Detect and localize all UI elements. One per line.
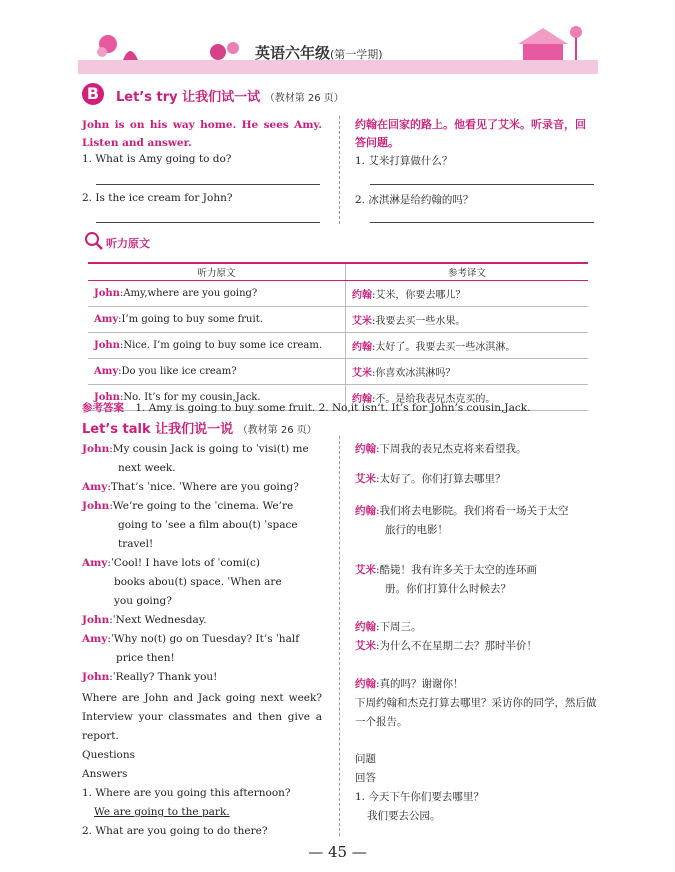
lets-try-title-cn: 让我们试一试 <box>182 90 261 105</box>
dialogue-speaker-cn: 约翰 <box>355 505 376 517</box>
header-title-text: 英语六年级 <box>255 44 331 62</box>
dialogue-speaker: Amy <box>82 481 108 493</box>
questions-label-en: Questions <box>82 749 136 761</box>
answer-line-2-cn <box>370 222 594 223</box>
dialogue-text-cn: :我们将去电影院。我们将看一场关于太空 <box>376 505 569 517</box>
lets-talk-title-en: Let’s talk <box>82 422 151 437</box>
dialogue-line <box>355 675 600 694</box>
example-q2-en: 2. What are you going to do there? <box>82 825 268 837</box>
table-row <box>88 307 588 333</box>
answer-line-1-cn <box>370 184 594 185</box>
page-header-title <box>255 42 383 63</box>
answer-line-1-en <box>96 184 320 185</box>
dialogue-text: :ˈCool! I have lots of ˈcomi(c) <box>107 557 261 569</box>
dialogue-speaker: John <box>82 614 110 626</box>
column-divider <box>339 116 340 224</box>
line-cn: :太好了。我要去买一些冰淇淋。 <box>372 342 516 353</box>
answers-label-cn: 回答 <box>355 772 376 784</box>
dialogue-text: :We’re going to the ˈcinema. We’re <box>109 500 294 512</box>
questions-label-cn: 问题 <box>355 753 376 765</box>
speaker-cn: 约翰 <box>352 290 372 301</box>
bunny-icon <box>123 51 138 60</box>
lets-talk-ref: （教材第 26 页） <box>237 425 317 436</box>
lets-try-instruction-cn: 约翰在回家的路上。他看见了艾米。听录音，回答问题。 <box>355 118 586 149</box>
dialogue-speaker: Amy <box>82 557 108 569</box>
speaker-cn: 约翰 <box>352 342 372 353</box>
dialogue-line <box>355 470 600 490</box>
dialogue-line <box>355 637 600 675</box>
speaker-en: Amy <box>94 314 119 325</box>
listening-table-header <box>88 263 588 281</box>
lets-try-q1-cn: 1. 艾米打算做什么？ <box>355 155 453 167</box>
section-b-badge: B <box>82 83 104 105</box>
answer-key <box>82 400 530 415</box>
answer-line-2-en <box>96 222 320 223</box>
speaker-en: John <box>94 392 120 403</box>
page-number: — 45 — <box>308 843 367 861</box>
lets-try-q1-en: 1. What is Amy going to do? <box>82 153 232 165</box>
line-en: :Nice. I’m going to buy some ice cream. <box>119 340 323 351</box>
lets-try-title-en: Let’s try <box>116 90 178 105</box>
col-header-right: 参考译文 <box>346 263 589 281</box>
lets-try-instruction-en: John is on his way home. He sees Amy. Listen and answer. <box>82 119 322 149</box>
example-a1-cn: 我们要去公园。 <box>367 810 441 822</box>
table-row <box>88 281 588 307</box>
dialogue-line <box>82 554 322 573</box>
answers-label-en: Answers <box>82 768 128 780</box>
col-header-left: 听力原文 <box>88 263 346 281</box>
dialogue-text-cn: :真的吗？谢谢你！ <box>376 678 464 690</box>
speaker-cn: 约翰 <box>352 394 372 405</box>
task-text-en: Where are John and Jack going next week? Interview your classmates and then give a report. <box>82 692 322 742</box>
example-a1-en: We are going to the park. <box>94 806 230 818</box>
table-row <box>88 333 588 359</box>
header-subtitle: (第一学期) <box>330 48 383 61</box>
magnifier-icon <box>84 231 104 251</box>
dialogue-line <box>82 440 322 459</box>
answer-key-text: 1. Amy is going to buy some fruit. 2. No,it isn’t. It’s for John’s cousin,Jack. <box>135 402 531 414</box>
dialogue-line <box>82 630 322 649</box>
dialogue-text: :ˈNext Wednesday. <box>109 614 207 626</box>
dialogue-text-cn: :酷毙！我有许多关于太空的连环画 <box>376 564 538 576</box>
lets-try-title <box>116 86 344 105</box>
lets-try-q2-en: 2. Is the ice cream for John? <box>82 192 233 204</box>
line-cn: :你喜欢冰淇淋吗？ <box>372 368 456 379</box>
speaker-cn: 艾米 <box>352 368 372 379</box>
answer-key-label: 参考答案 <box>82 402 124 414</box>
dialogue-text-cont: you going? <box>114 595 172 607</box>
dialogue-text-cont-cn: 册。你们打算什么时候去？ <box>385 583 511 595</box>
line-cn: :艾米，你要去哪儿？ <box>372 290 466 301</box>
talk-column-divider <box>339 436 340 836</box>
dialogue-line <box>355 561 600 580</box>
balloon-icon <box>210 44 226 60</box>
listening-title: 听力原文 <box>106 237 150 250</box>
dialogue-text-cont: next week. <box>118 462 176 474</box>
dialogue-speaker-cn: 约翰 <box>355 621 376 633</box>
dialogue-speaker-cn: 约翰 <box>355 678 376 690</box>
lets-talk-title <box>82 418 317 437</box>
line-en: :No. It’s for my cousin,Jack. <box>119 392 261 403</box>
dialogue-text-cont: travel! <box>118 538 154 550</box>
dialogue-speaker-cn: 艾米 <box>355 473 376 485</box>
dialogue-text-cn: :下周我的表兄杰克将来看望我。 <box>376 443 527 455</box>
speaker-cn: 艾米 <box>352 316 372 327</box>
dialogue-text-cont: price then! <box>116 652 175 664</box>
dialogue-text-cn: :下周三。 <box>376 621 422 633</box>
dialogue-speaker-cn: 艾米 <box>355 640 376 652</box>
dialogue-line <box>82 668 322 687</box>
line-en: :Amy,where are you going? <box>119 288 258 299</box>
dialogue-text-cont: going to ˈsee a film abou(t) ˈspace <box>118 519 298 531</box>
speaker-en: John <box>94 340 120 351</box>
lets-try-q2-cn: 2. 冰淇淋是给约翰的吗？ <box>355 194 474 206</box>
lets-talk-title-cn: 让我们说一说 <box>155 422 234 437</box>
line-cn: :我要去买一些水果。 <box>372 316 466 327</box>
house-icon <box>523 42 563 60</box>
dialogue-text-cont-cn: 旅行的电影！ <box>385 524 448 536</box>
dialogue-line <box>82 497 322 516</box>
line-en: :I’m going to buy some fruit. <box>118 314 263 325</box>
dialogue-speaker: John <box>82 443 110 455</box>
dialogue-text-cont: books abou(t) space. ˈWhen are <box>114 576 282 588</box>
speaker-en: Amy <box>94 366 119 377</box>
dialogue-speaker-cn: 约翰 <box>355 443 376 455</box>
dialogue-text: :That’s ˈnice. ˈWhere are you going? <box>107 481 299 493</box>
dialogue-en <box>82 440 322 841</box>
listening-table <box>88 262 588 411</box>
dialogue-cn <box>355 440 600 826</box>
dialogue-text: :ˈReally? Thank you! <box>109 671 218 683</box>
line-en: :Do you like ice cream? <box>118 366 237 377</box>
lets-try-ref: （教材第 26 页） <box>264 93 344 104</box>
dialogue-speaker: Amy <box>82 633 108 645</box>
table-row <box>88 359 588 385</box>
dialogue-line <box>82 611 322 630</box>
dialogue-text-cn: :为什么不在星期二去？那时半价！ <box>376 640 538 652</box>
speaker-en: John <box>94 288 120 299</box>
dialogue-line <box>82 478 322 497</box>
example-q1-cn: 1. 今天下午你们要去哪里？ <box>355 791 484 803</box>
dialogue-line <box>355 618 600 637</box>
dialogue-text: :ˈWhy no(t) go on Tuesday? It’s ˈhalf <box>107 633 300 645</box>
dialogue-speaker: John <box>82 671 110 683</box>
line-cn: :不。是给我表兄杰克买的。 <box>372 394 496 405</box>
dialogue-speaker: John <box>82 500 110 512</box>
dialogue-text-cn: :太好了。你们打算去哪里？ <box>376 473 506 485</box>
dialogue-speaker-cn: 艾米 <box>355 564 376 576</box>
dialogue-line <box>355 440 600 470</box>
dialogue-text: :My cousin Jack is going to ˈvisi(t) me <box>109 443 309 455</box>
example-q1-en: 1. Where are you going this afternoon? <box>82 787 291 799</box>
task-text-cn: 下周约翰和杰克打算去哪里？采访你的同学，然后做一个报告。 <box>355 697 597 728</box>
dialogue-line <box>355 502 600 521</box>
